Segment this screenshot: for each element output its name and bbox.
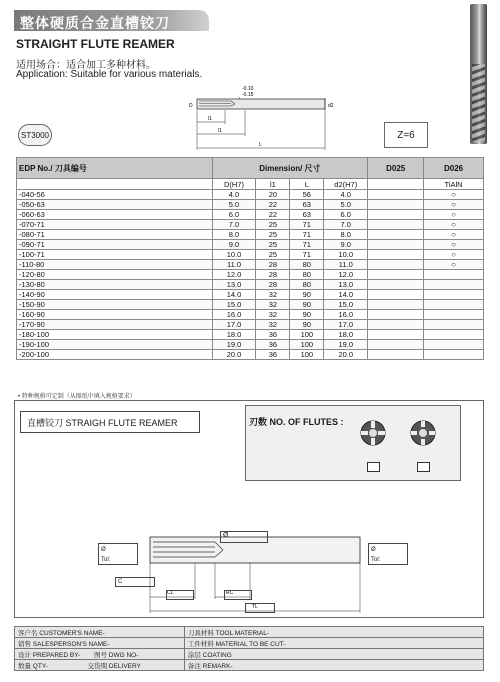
- cell-d026: ○: [424, 210, 484, 220]
- cell-l: 63: [290, 200, 324, 210]
- cell-edp: -110-80: [17, 260, 213, 270]
- cell-l1: 32: [256, 300, 290, 310]
- label-l1b: l1: [218, 128, 222, 134]
- tl-field[interactable]: [245, 603, 275, 613]
- table-row: [17, 320, 484, 330]
- cell-d: 11.0: [212, 260, 256, 270]
- subheader-l: L: [290, 179, 324, 190]
- cell-edp: -170-90: [17, 320, 213, 330]
- cell-d026: [424, 340, 484, 350]
- coating-field[interactable]: 涂层 COATING: [184, 649, 483, 660]
- table-row: [17, 220, 484, 230]
- table-row: [17, 230, 484, 240]
- cell-d: 19.0: [212, 340, 256, 350]
- cell-l: 90: [290, 290, 324, 300]
- page-title-en: STRAIGHT FLUTE REAMER: [16, 37, 175, 51]
- cell-l1: 28: [256, 260, 290, 270]
- cell-edp: -160-90: [17, 310, 213, 320]
- table-row: [17, 270, 484, 280]
- cell-d025: [368, 200, 424, 210]
- cell-edp: -060-63: [17, 210, 213, 220]
- cell-l1: 36: [256, 350, 290, 360]
- cell-edp: -080-71: [17, 230, 213, 240]
- flutes-label: 刃数 NO. OF FLUTES :: [249, 417, 344, 427]
- cell-d025: [368, 220, 424, 230]
- cell-l1: 32: [256, 320, 290, 330]
- col-d026: D026: [424, 158, 484, 179]
- cell-l: 63: [290, 210, 324, 220]
- cell-d2: 4.0: [324, 190, 368, 200]
- cell-l: 90: [290, 310, 324, 320]
- cell-d: 14.0: [212, 290, 256, 300]
- cell-edp: -090-71: [17, 240, 213, 250]
- cell-d2: 13.0: [324, 280, 368, 290]
- cell-d026: [424, 290, 484, 300]
- cell-d2: 17.0: [324, 320, 368, 330]
- cell-d: 9.0: [212, 240, 256, 250]
- cell-d026: ○: [424, 230, 484, 240]
- order-form: [14, 626, 484, 671]
- cell-d: 20.0: [212, 350, 256, 360]
- cell-l: 100: [290, 340, 324, 350]
- cell-d026: [424, 310, 484, 320]
- cl-field[interactable]: [166, 590, 194, 600]
- cell-d: 7.0: [212, 220, 256, 230]
- cell-edp: -190-100: [17, 340, 213, 350]
- cell-l: 100: [290, 330, 324, 340]
- cell-d025: [368, 210, 424, 220]
- cell-d2: 12.0: [324, 270, 368, 280]
- cell-l1: 25: [256, 240, 290, 250]
- cell-edp: -130-80: [17, 280, 213, 290]
- cell-l: 80: [290, 270, 324, 280]
- qty-field[interactable]: 数量 QTY-: [18, 662, 48, 670]
- remark-field[interactable]: 备注 REMARK-: [184, 660, 483, 671]
- cell-d2: 9.0: [324, 240, 368, 250]
- tol-upper: -0.10: [242, 86, 254, 92]
- cell-l1: 32: [256, 290, 290, 300]
- four-flute-checkbox[interactable]: [367, 462, 380, 472]
- cell-l1: 22: [256, 210, 290, 220]
- cell-l: 56: [290, 190, 324, 200]
- cell-d: 18.0: [212, 330, 256, 340]
- cell-d026: ○: [424, 200, 484, 210]
- right-diameter-tol: Tol:: [371, 557, 381, 563]
- four-flute-icon: [360, 420, 386, 446]
- cell-d026: [424, 350, 484, 360]
- subheader-d2: d2(H7): [324, 179, 368, 190]
- cell-l1: 25: [256, 250, 290, 260]
- table-row: [17, 250, 484, 260]
- cell-d026: [424, 280, 484, 290]
- cell-d: 8.0: [212, 230, 256, 240]
- tol-lower: -0.15: [242, 92, 254, 98]
- cell-l1: 22: [256, 200, 290, 210]
- cell-d2: 8.0: [324, 230, 368, 240]
- table-row: [17, 240, 484, 250]
- table-row: [17, 290, 484, 300]
- cell-d025: [368, 260, 424, 270]
- table-row: [17, 280, 484, 290]
- cell-d2: 19.0: [324, 340, 368, 350]
- cell-d025: [368, 350, 424, 360]
- reamer-photo: [470, 4, 487, 144]
- cell-d026: [424, 320, 484, 330]
- label-rc: RC: [226, 590, 234, 596]
- subheader-d: D(H7): [212, 179, 256, 190]
- cell-l: 90: [290, 320, 324, 330]
- cell-l: 71: [290, 230, 324, 240]
- tool-material-field[interactable]: 刀具材料 TOOL MATERIAL-: [184, 627, 483, 638]
- col-d025: D025: [368, 158, 424, 179]
- flutes-badge: Z=6: [384, 122, 428, 148]
- cell-d026: ○: [424, 220, 484, 230]
- col-edp: EDP No./ 刀具编号: [17, 158, 213, 179]
- left-diameter-phi: Ø: [101, 547, 106, 553]
- cell-d025: [368, 230, 424, 240]
- cell-edp: -200-100: [17, 350, 213, 360]
- table-row: [17, 310, 484, 320]
- table-row: [17, 340, 484, 350]
- cell-edp: -150-90: [17, 300, 213, 310]
- prepared-dwg-cell: [15, 649, 185, 660]
- custom-spec-footnote: • 特种规格可定制（从图纸中填入规格要求）: [18, 394, 136, 400]
- cell-d: 17.0: [212, 320, 256, 330]
- cell-d: 10.0: [212, 250, 256, 260]
- cell-edp: -120-80: [17, 270, 213, 280]
- subheader-coating: TiAlN: [424, 179, 484, 190]
- cell-d026: [424, 270, 484, 280]
- application-cn: 适用场合：适合加工多种材料。: [16, 60, 156, 71]
- application-en: Application: Suitable for various materials.: [16, 69, 203, 80]
- cell-d025: [368, 250, 424, 260]
- cell-d2: 18.0: [324, 330, 368, 340]
- table-row: [17, 330, 484, 340]
- cell-edp: -070-71: [17, 220, 213, 230]
- chamfer-field[interactable]: C: [115, 577, 155, 587]
- cell-d026: [424, 330, 484, 340]
- cell-d: 15.0: [212, 300, 256, 310]
- cell-l: 100: [290, 350, 324, 360]
- cell-d025: [368, 290, 424, 300]
- shank-diameter-field[interactable]: Ø: [220, 531, 268, 543]
- table-row: [17, 200, 484, 210]
- delivery-field[interactable]: 交货期 DELIVERY: [87, 662, 141, 670]
- cell-edp: -140-90: [17, 290, 213, 300]
- cell-l: 80: [290, 260, 324, 270]
- label-l1: l1: [208, 116, 212, 122]
- col-dimension: Dimension/ 尺寸: [212, 158, 368, 179]
- cell-edp: -050-63: [17, 200, 213, 210]
- cell-d025: [368, 240, 424, 250]
- material-to-cut-field[interactable]: 工件材料 MATERIAL TO BE CUT-: [184, 638, 483, 649]
- cell-l: 80: [290, 280, 324, 290]
- cell-d: 12.0: [212, 270, 256, 280]
- cell-l1: 36: [256, 340, 290, 350]
- cell-d: 16.0: [212, 310, 256, 320]
- cell-d026: ○: [424, 250, 484, 260]
- salesperson-field[interactable]: 销售 SALESPERSON'S NAME-: [15, 638, 185, 649]
- cell-d2: 11.0: [324, 260, 368, 270]
- cell-d026: ○: [424, 240, 484, 250]
- cell-l1: 25: [256, 220, 290, 230]
- cell-d025: [368, 340, 424, 350]
- cell-d025: [368, 310, 424, 320]
- cell-d2: 6.0: [324, 210, 368, 220]
- cell-d026: ○: [424, 260, 484, 270]
- prepared-by-field[interactable]: 设计 PREPARED BY-: [18, 651, 81, 659]
- cell-l1: 36: [256, 330, 290, 340]
- table-row: [17, 350, 484, 360]
- qty-delivery-cell: [15, 660, 185, 671]
- cell-l1: 32: [256, 310, 290, 320]
- rc-field[interactable]: [224, 590, 252, 600]
- cell-d025: [368, 300, 424, 310]
- table-row: [17, 210, 484, 220]
- cell-d2: 14.0: [324, 290, 368, 300]
- cell-d025: [368, 330, 424, 340]
- cell-edp: -040-56: [17, 190, 213, 200]
- cell-d025: [368, 270, 424, 280]
- cell-d2: 16.0: [324, 310, 368, 320]
- cell-d: 4.0: [212, 190, 256, 200]
- customer-name-field[interactable]: 客户名 CUSTOMER'S NAME-: [15, 627, 185, 638]
- page-title-cn: 整体硬质合金直槽铰刀: [20, 15, 170, 31]
- left-diameter-tol: Tol:: [101, 557, 111, 563]
- label-d2: d2: [328, 103, 334, 109]
- cell-l: 71: [290, 220, 324, 230]
- cell-d025: [368, 320, 424, 330]
- left-diameter-field[interactable]: [98, 543, 138, 565]
- cell-d026: ○: [424, 190, 484, 200]
- cell-l: 71: [290, 250, 324, 260]
- dwg-no-field[interactable]: 图号 DWG NO-: [93, 651, 139, 659]
- table-row: [17, 260, 484, 270]
- six-flute-checkbox[interactable]: [417, 462, 430, 472]
- cell-d: 13.0: [212, 280, 256, 290]
- spec-table: [16, 157, 484, 360]
- cell-l: 90: [290, 300, 324, 310]
- right-diameter-field[interactable]: [368, 543, 408, 565]
- reamer-dimension-drawing: [185, 84, 345, 154]
- table-row: [17, 190, 484, 200]
- cell-l1: 28: [256, 280, 290, 290]
- table-row: [17, 300, 484, 310]
- cell-d2: 10.0: [324, 250, 368, 260]
- cell-d: 6.0: [212, 210, 256, 220]
- cell-d2: 7.0: [324, 220, 368, 230]
- right-diameter-phi: Ø: [371, 547, 376, 553]
- cell-edp: -180-100: [17, 330, 213, 340]
- cell-l: 71: [290, 240, 324, 250]
- six-flute-icon: [410, 420, 436, 446]
- subheader-d025-blank: [368, 179, 424, 190]
- cell-l1: 20: [256, 190, 290, 200]
- cell-d: 5.0: [212, 200, 256, 210]
- label-d: D: [189, 103, 193, 109]
- cell-edp: -100-71: [17, 250, 213, 260]
- cell-d026: [424, 300, 484, 310]
- cell-l1: 28: [256, 270, 290, 280]
- cell-d2: 20.0: [324, 350, 368, 360]
- grade-badge: ST3000: [18, 124, 52, 146]
- cell-d025: [368, 190, 424, 200]
- label-tl: TL: [252, 604, 258, 610]
- subheader-l1: l1: [256, 179, 290, 190]
- custom-drawing-title: 直槽铰刀 STRAIGH FLUTE REAMER: [20, 411, 200, 433]
- subheader-edp-blank: [17, 179, 213, 190]
- label-l: L: [259, 142, 262, 148]
- cell-d2: 15.0: [324, 300, 368, 310]
- cell-d025: [368, 280, 424, 290]
- cell-d2: 5.0: [324, 200, 368, 210]
- cell-l1: 25: [256, 230, 290, 240]
- label-cl: CL: [167, 590, 174, 596]
